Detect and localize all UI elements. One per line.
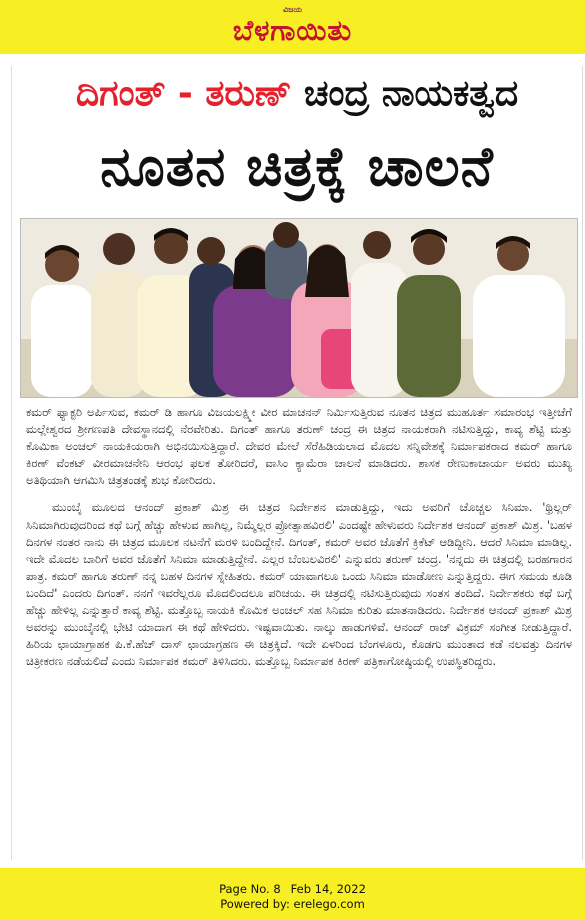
footer-date: Feb 14, 2022 [290,882,366,896]
footer-powered-by[interactable]: Powered by: erelego.com [220,897,365,911]
headline-black-text: ಚಂದ್ರ ನಾಯಕತ್ವದ [303,73,519,114]
article-photo [20,218,578,398]
article-body [26,404,572,670]
page-footer [0,868,585,920]
headline-red-text: ದಿಗಂತ್ - ತರುಣ್ [75,73,292,114]
article-paragraph-2: ಮುಂಬೈ ಮೂಲದ ಆನಂದ್ ಪ್ರಕಾಶ್ ಮಿಶ್ರ ಈ ಚಿತ್ರದ ನಿರ್ದೇಶನ ಮಾಡುತ್ತಿದ್ದು, ಇದು ಅವರಿಗೆ ಚೊಚ್ಚಲ ಸಿನಿಮಾ. 'ಥ್ರಿಲ್ಲರ್ ಸಿನಿಮಾಗಿರುವುದರಿಂದ ಕಥೆ ಬಗ್ಗೆ ಹೆಚ್ಚು ಹೇಳುವ ಹಾಗಿಲ್ಲ, ನಿಮ್ಮೆಲ್ಲರ ಪ್ರೋತ್ಸಾಹವಿರಲಿ' ಎಂದಷ್ಟೇ ಹೇಳುವರು ನಿರ್ದೇಶಕ ಆನಂದ್ ಪ್ರಕಾಶ್ ಮಿಶ್ರ. 'ಬಹಳ ದಿನಗಳ ನಂತರ ನಾನು ಈ ಚಿತ್ರದ ಮೂಲಕ ನಟನೆಗೆ ಮರಳಿ ಬಂದಿದ್ದೇನೆ. ದಿಗಂತ್, ಕಮರ್ ಅವರ ಜೊತೆಗೆ ಕ್ರಿಕೆಟ್ ಆಡಿದ್ದೀನಿ. ಆದರೆ ಸಿನಿಮಾ ಮಾಡಿಲ್ಲ. ಇದೇ ಮೊದಲ ಬಾರಿಗೆ ಅವರ ಜೊತೆಗೆ ಸಿನಿಮಾ ಮಾಡುತ್ತಿದ್ದೇನೆ. ಎಲ್ಲರ ಬೆಂಬಲವಿರಲಿ' ಎನ್ನುವರು ತರುಣ್ ಚಂದ್ರ. 'ನನ್ನದು ಈ ಚಿತ್ರದಲ್ಲಿ ಬರಹಗಾರನ ಪಾತ್ರ. ಕಮರ್ ಹಾಗೂ ತರುಣ್ ನನ್ನ ಬಹಳ ದಿನಗಳ ಸ್ನೇಹಿತರು. ಕಮರ್ ಯಾವಾಗಲೂ ಒಂದು ಸಿನಿಮಾ ಮಾಡೋಣ ಎನ್ನುತ್ತಿದ್ದರು. ಈಗ ಸಮಯ ಕೂಡಿ ಬಂದಿದೆ' ಎಂದರು ದಿಗಂತ್. ನನಗೆ ಇವರೆಲ್ಲರೂ ಮೊದಲಿಂದಲೂ ಪರಿಚಯ. ಈ ಚಿತ್ರದಲ್ಲಿ ನಟಿಸುತ್ತಿರುವುದು ಸಂತಸ ತಂದಿದೆ. ನಿರ್ದೇಶಕರು ಕಥೆ ಬಗ್ಗೆ ಹೆಚ್ಚು ಹೇಳಿಲ್ಲ ಎನ್ನುತ್ತಾರೆ ಕಾವ್ಯ ಶೆಟ್ಟಿ. ಮತ್ತೊಬ್ಬ ನಾಯಕಿ ಕೊಮಿಕ ಅಂಚಲ್ ಸಹ ಸಿನಿಮಾ ಕುರಿತು ಮಾತನಾಡಿದರು. ನಿರ್ದೇಶಕ ಆನಂದ್ ಪ್ರಕಾಶ್ ಮಿಶ್ರ ಅವರನ್ನು ಮುಂಬೈನಲ್ಲಿ ಭೇಟಿ ಯಾದಾಗ ಈ ಕಥೆ ಹೇಳಿದರು. ಇಷ್ಟವಾಯಿತು. ನಾಲ್ಕು ಹಾಡುಗಳಿವೆ. ಆನಂದ್ ರಾಜ್ ವಿಕ್ರಮ್ ಸಂಗೀತ ನೀಡುತ್ತಿದ್ದಾರೆ. ಹಿರಿಯ ಛಾಯಾಗ್ರಾಹಕ ಪಿ.ಕೆ.ಹೆಚ್ ದಾಸ್ ಛಾಯಾಗ್ರಹಣ ಈ ಚಿತ್ರಕ್ಕಿದೆ. ಇದೇ ಏಳರಿಂದ ಬೆಂಗಳೂರು, ಕೊಡಗು ಮುಂತಾದ ಕಡೆ ನಲವತ್ತು ದಿನಗಳ ಚಿತ್ರೀಕರಣ ನಡೆಯಲಿದೆ ಎಂದು ನಿರ್ಮಾಪಕ ಕಮರ್ ತಿಳಿಸಿದರು. ಮತ್ತೊಬ್ಬ ನಿರ್ಮಾಪಕ ಕಿರಣ್ ಪತ್ರಿಕಾಗೋಷ್ಠಿಯಲ್ಲಿ ಉಪಸ್ಥಿತರಿದ್ದರು. [26,500,572,669]
headline-line-2: ನೂತನ ಚಿತ್ರಕ್ಕೆ ಚಾಲನೆ [100,135,494,198]
newspaper-logo[interactable]: ಬೆಳಗಾಯಿತು [232,14,353,47]
masthead [0,0,585,54]
headline-line-1 [12,72,582,116]
footer-page-number: Page No. 8 [219,882,281,896]
masthead-small-label: ವಿಜಯ [282,5,303,14]
article-card [11,66,583,860]
article-paragraph-1: ಕಮರ್ ಫ್ಯಾಕ್ಟರಿ ಅರ್ಪಿಸುವ, ಕಮರ್ ಡಿ ಹಾಗೂ ವಿಜಯಲಕ್ಷ್ಮೀ ವೀರ ಮಾಚನನ್ ನಿರ್ಮಿಸುತ್ತಿರುವ ನೂತನ ಚಿತ್ರದ ಮುಹೂರ್ತ ಸಮಾರಂಭ ಇತ್ತೀಚೆಗೆ ಮಲ್ಲೇಶ್ವರದ ಶ್ರೀಗಣಪತಿ ದೇವಸ್ಥಾನದಲ್ಲಿ ನೆರವೇರಿತು. ದಿಗಂತ್ ಹಾಗೂ ತರುಣ್ ಚಂದ್ರ ಈ ಚಿತ್ರದ ನಾಯಕರಾಗಿ ನಟಿಸುತ್ತಿದ್ದು, ಕಾವ್ಯ ಶೆಟ್ಟಿ ಮತ್ತು ಕೊಮಿಕಾ ಅಂಚಲ್ ನಾಯಕಿಯರಾಗಿ ಅಭಿನಯಿಸುತ್ತಿದ್ದಾರೆ. ದೇವರ ಮೇಲೆ ಸೆರೆಹಿಡಿಯಲಾದ ಮೊದಲ ಸನ್ನಿವೇಶಕ್ಕೆ ನಿರ್ಮಾಪಕರಾದ ಕಮರ್ ಹಾಗೂ ಕಿರಣ್ ವೆಂಕಟ್ ವೀರಮಾಚನೇನಿ ಆರಂಭ ಫಲಕ ತೋರಿದರೆ, ವಾಸಿಂ ಕ್ಯಾಮೆರಾ ಚಾಲನೆ ಮಾಡಿದರು. ಶಾಸಕ ರೇಣುಕಾಚಾರ್ಯ ಅವರು ಮುಖ್ಯ ಅತಿಥಿಯಾಗಿ ಆಗಮಿಸಿ ಚಿತ್ರತಂಡಕ್ಕೆ ಶುಭ ಕೋರಿದರು. [26,405,572,488]
group-photo-illustration [21,219,577,397]
footer-page-info [0,882,585,896]
